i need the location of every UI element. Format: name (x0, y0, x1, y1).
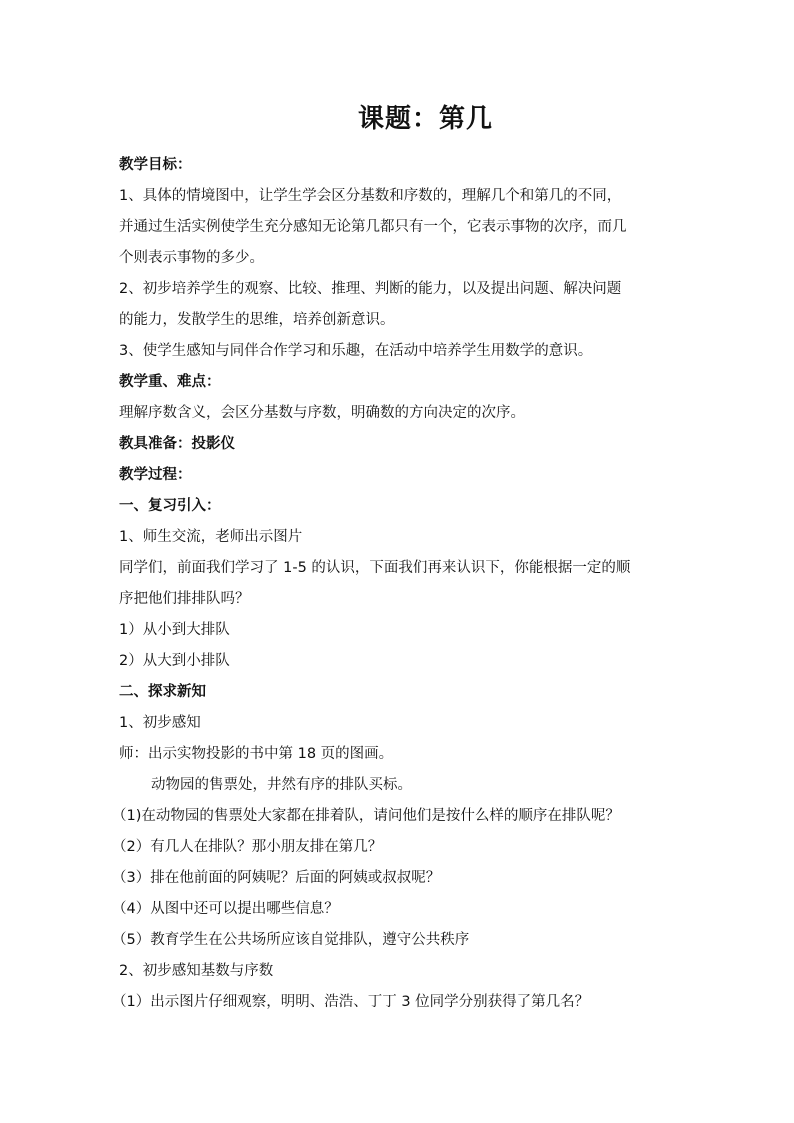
section-heading: 教学过程： (119, 467, 192, 483)
text-line: （2）有几人在排队？那小朋友排在第几？ (112, 839, 383, 855)
text-line: 3、使学生感知与同伴合作学习和乐趣，在活动中培养学生用数学的意识。 (119, 343, 593, 359)
section-heading: 一、复习引入： (119, 498, 221, 514)
text-line: 动物园的售票处，井然有序的排队买标。 (151, 777, 412, 793)
text-line: （4）从图中还可以提出哪些信息？ (112, 901, 339, 917)
text-line: 1、初步感知 (119, 715, 201, 731)
section-heading: 二、探求新知 (119, 684, 206, 700)
text-line: 1、师生交流，老师出示图片 (119, 529, 303, 545)
text-line: （1)在动物园的售票处大家都在排着队，请问他们是按什么样的顺序在排队呢？ (112, 808, 620, 824)
text-line: 并通过生活实例使学生充分感知无论第几都只有一个，它表示事物的次序，而几 (119, 219, 627, 235)
text-line: 个则表示事物的多少。 (119, 250, 264, 266)
section-heading: 教学目标： (119, 157, 192, 173)
text-line: 师：出示实物投影的书中第 18 页的图画。 (119, 746, 394, 762)
text-line: 1、具体的情境图中，让学生学会区分基数和序数的，理解几个和第几的不同， (119, 188, 622, 204)
text-line: 理解序数含义，会区分基数与序数，明确数的方向决定的次序。 (119, 405, 525, 421)
text-line: 同学们，前面我们学习了 1-5 的认识，下面我们再来认识下，你能根据一定的顺 (119, 560, 631, 576)
text-line: 序把他们排排队吗？ (119, 591, 250, 607)
text-line: （3）排在他前面的阿姨呢？后面的阿姨或叔叔呢？ (112, 870, 441, 886)
section-heading: 教学重、难点： (119, 374, 221, 390)
text-line: 2、初步感知基数与序数 (119, 963, 274, 979)
text-line: 2）从大到小排队 (119, 653, 230, 669)
text-line: 的能力，发散学生的思维，培养创新意识。 (119, 312, 395, 328)
text-line: 2、初步培养学生的观察、比较、推理、判断的能力，以及提出问题、解决问题 (119, 281, 622, 297)
text-line: 1）从小到大排队 (119, 622, 230, 638)
section-heading: 教具准备：投影仪 (119, 436, 235, 452)
text-line: （5）教育学生在公共场所应该自觉排队，遵守公共秩序 (112, 932, 470, 948)
page-title: 课题：第几 (358, 104, 494, 134)
text-line: （1）出示图片仔细观察，明明、浩浩、丁丁 3 位同学分别获得了第几名？ (112, 994, 590, 1010)
document-body (112, 150, 679, 1018)
